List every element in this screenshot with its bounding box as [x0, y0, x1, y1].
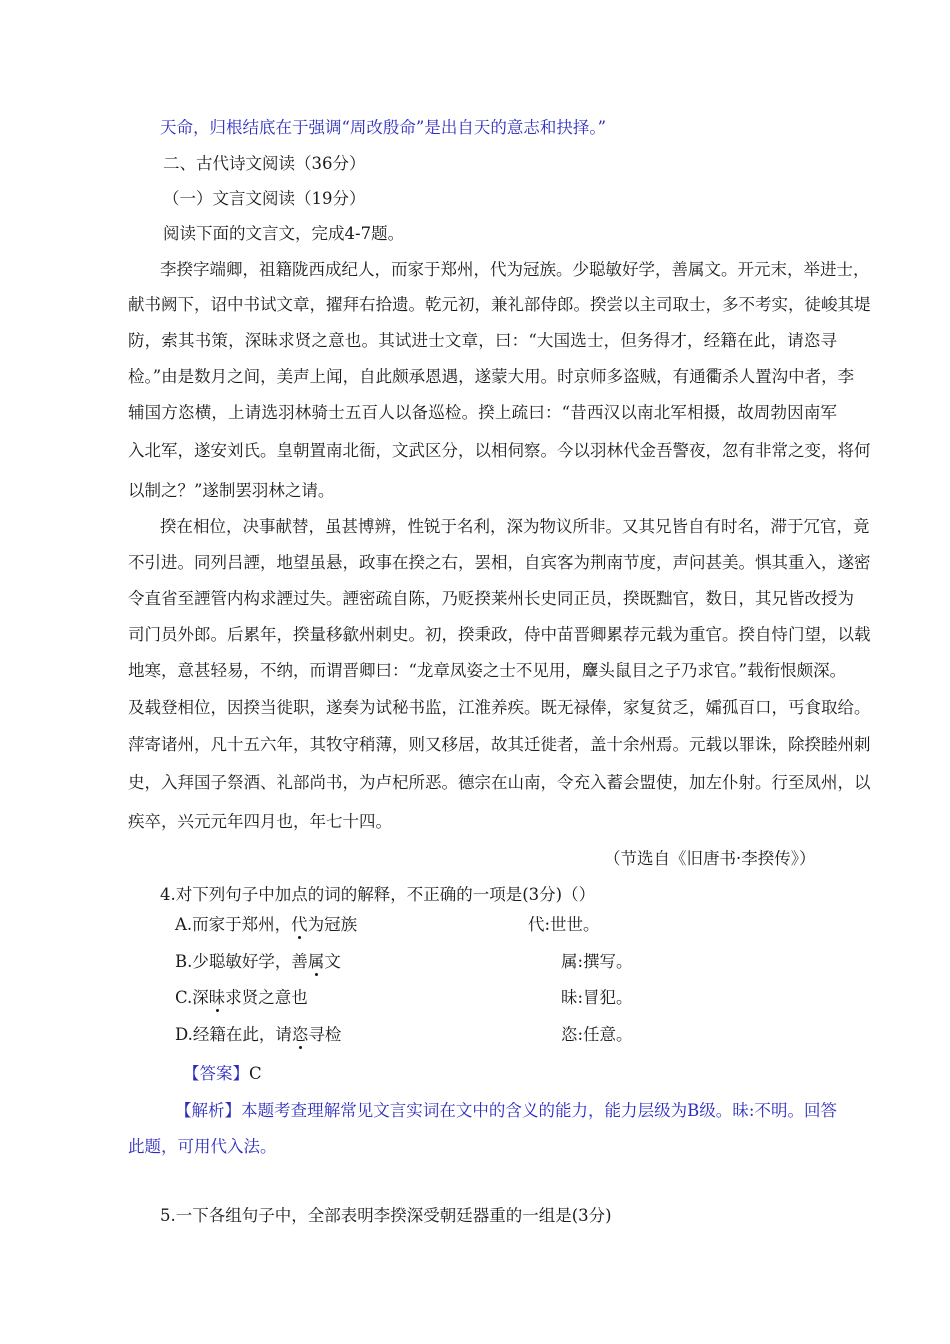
passage-line: 不引进。同列吕諲，地望虽悬，政事在揆之右，罢相，自宾客为荆南节度，声问甚美。惧其重入，遂密 — [128, 553, 871, 572]
option-text: 为冠族 — [307, 915, 358, 934]
option-text: A.而家于郑州， — [175, 915, 292, 934]
passage-line: 司门员外郎。后累年，揆量移歙州刺史。初，揆秉政，侍中苗晋卿累荐元载为重官。揆自恃门望，以载 — [128, 625, 871, 644]
option-d — [175, 1024, 341, 1046]
option-text: 求贤之意也 — [225, 988, 308, 1007]
dotted-word: 昧 — [208, 988, 226, 1007]
option-text: 寻检 — [308, 1025, 342, 1044]
answer-value: C — [249, 1064, 262, 1083]
passage-line: 史，入拜国子祭酒、礼部尚书，为卢杞所恶。德宗在山南，令充入蓄会盟使，加左仆射。行至凤州，以 — [128, 773, 871, 792]
passage-line: 检。”由是数月之间，美声上闻，自此颇承恩遇，遂蒙大用。时京师多盗贼，有通衢杀人置沟中者，李 — [128, 367, 855, 386]
option-c-gloss: 昧:冒犯。 — [561, 988, 633, 1007]
option-text: D.经籍在此，请 — [175, 1025, 292, 1044]
passage-line: 令直省至諲管内构求諲过失。諲密疏自陈，乃贬揆莱州长史同正员，揆既黜官，数日，其兄皆改授为 — [128, 589, 854, 608]
dotted-word: 代 — [291, 915, 308, 934]
option-text: 文 — [324, 952, 341, 971]
passage-line: 揆在相位，决事献替，虽甚博辨，性锐于名利，深为物议所非。又其兄皆自有时名，滞于冗官，竟 — [160, 517, 870, 536]
passage-line: 李揆字端卿，祖籍陇西成纪人，而家于郑州，代为冠族。少聪敏好学，善属文。开元末，举进士， — [160, 260, 870, 279]
analysis-text: 本题考查理解常见文言实词在文中的含义的能力，能力层级为B级。昧:不明。回答 — [241, 1101, 838, 1120]
dotted-word: 恣 — [291, 1025, 309, 1044]
passage-line: 入北军，遂安刘氏。皇朝置南北衙，文武区分，以相伺察。今以羽林代金吾警夜，忽有非常之变，将何 — [128, 441, 871, 460]
passage-line: 及载登相位，因揆当徙职，遂奏为试秘书监，江淮养疾。既无禄俸，家复贫乏，孀孤百口，丐食取给。 — [128, 698, 871, 717]
passage-line: 疾卒，兴元元年四月也，年七十四。 — [128, 812, 392, 831]
question-stem: 4.对下列句子中加点的词的解释，不正确的一项是(3分)（） — [160, 885, 596, 904]
passage-line: 献书阙下，诏中书试文章，擢拜右拾遗。乾元初，兼礼部侍郎。揆尝以主司取士，多不考实，徒峻其堤 — [128, 295, 871, 314]
instruction: 阅读下面的文言文，完成4-7题。 — [163, 224, 405, 243]
section-heading: 二、古代诗文阅读（36分） — [163, 154, 366, 173]
option-c — [175, 987, 308, 1009]
answer-label: 【答案】 — [183, 1064, 249, 1083]
option-a — [175, 914, 357, 936]
passage-line: 防，索其书策，深昧求贤之意也。其试进士文章，曰：“大国选士，但务得才，经籍在此，请恣寻 — [128, 331, 837, 350]
analysis-label: 【解析】 — [175, 1101, 242, 1120]
source-citation: （节选自《旧唐书·李揆传》） — [604, 849, 816, 868]
passage-line: 地寒，意甚轻易，不纳，而谓晋卿曰：“龙章凤姿之士不见用，麞头鼠目之子乃求官。”载衔恨颇深。 — [128, 661, 847, 680]
option-d-gloss: 恣:任意。 — [561, 1025, 633, 1044]
top-line: 天命，归根结底在于强调“周改殷命”是出自天的意志和抉择。” — [160, 118, 607, 137]
subsection-heading: （一）文言文阅读（19分） — [163, 189, 366, 208]
passage-line: 辅国方恣横，上请选羽林骑士五百人以备巡检。揆上疏曰：“昔西汉以南北军相摄，故周勃因南军 — [128, 403, 837, 422]
answer-line — [183, 1063, 262, 1085]
dotted-word: 属 — [307, 952, 325, 971]
passage-line: 萍寄诸州，凡十五六年，其牧守稍薄，则又移居，故其迁徙者，盖十余州焉。元载以罪诛，除揆睦州刺 — [128, 735, 871, 754]
passage-line: 以制之？”遂制罢羽林之请。 — [128, 481, 335, 500]
option-a-gloss: 代:世世。 — [528, 915, 600, 934]
analysis-line: 此题，可用代入法。 — [128, 1137, 277, 1156]
question-5-stem: 5.一下各组句子中，全部表明李揆深受朝廷器重的一组是(3分) — [160, 1206, 612, 1225]
option-b-gloss: 属:撰写。 — [561, 952, 633, 971]
analysis-line — [175, 1100, 837, 1122]
option-b — [175, 951, 341, 973]
option-text: C.深 — [175, 988, 209, 1007]
option-text: B.少聪敏好学，善 — [175, 952, 308, 971]
